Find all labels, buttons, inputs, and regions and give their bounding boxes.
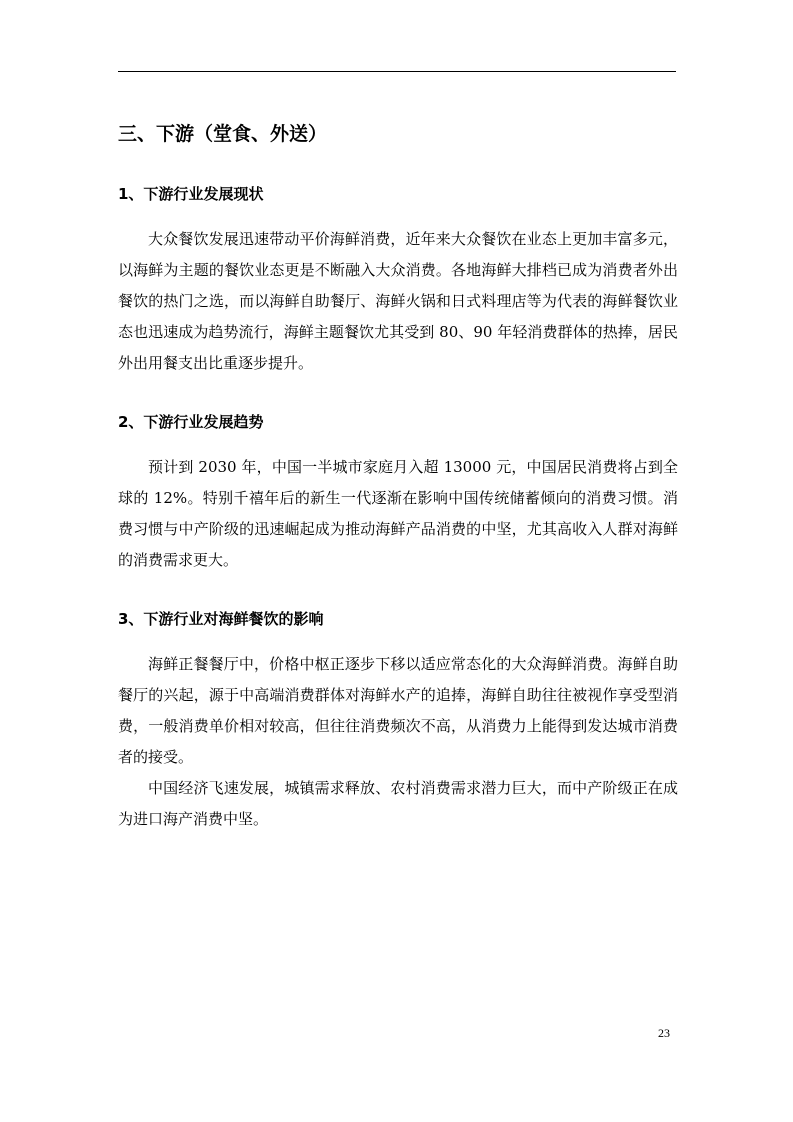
section-title: 三、下游（堂食、外送） [118, 123, 328, 145]
subsection-impact [118, 607, 678, 835]
subsection-title: 2、下游行业发展趋势 [118, 413, 264, 431]
subsection-title: 3、下游行业对海鲜餐饮的影响 [118, 610, 324, 628]
paragraph: 中国经济飞速发展，城镇需求释放、农村消费需求潜力巨大，而中产阶级正在成为进口海产消费中坚。 [118, 779, 678, 828]
subsection-trend [118, 410, 678, 576]
subsection-current-status [118, 182, 678, 379]
paragraph: 预计到 2030 年，中国一半城市家庭月入超 13000 元，中国居民消费将占到全球的 12%。特别千禧年后的新生一代逐渐在影响中国传统储蓄倾向的消费习惯。消费习惯与中产阶级的迅速崛起成为推动海鲜产品消费的中坚，尤其高收入人群对海鲜的消费需求更大。 [118, 458, 678, 569]
header-rule [118, 71, 676, 72]
paragraph: 海鲜正餐餐厅中，价格中枢正逐步下移以适应常态化的大众海鲜消费。海鲜自助餐厅的兴起，源于中高端消费群体对海鲜水产的追捧，海鲜自助往往被视作享受型消费，一般消费单价相对较高，但往往消费频次不高，从消费力上能得到发达城市消费者的接受。 [118, 655, 678, 766]
page-number: 23 [658, 1026, 670, 1040]
page-content [118, 120, 678, 866]
subsection-title: 1、下游行业发展现状 [118, 185, 264, 203]
paragraph: 大众餐饮发展迅速带动平价海鲜消费，近年来大众餐饮在业态上更加丰富多元，以海鲜为主题的餐饮业态更是不断融入大众消费。各地海鲜大排档已成为消费者外出餐饮的热门之选，而以海鲜自助餐厅、海鲜火锅和日式料理店等为代表的海鲜餐饮业态也迅速成为趋势流行，海鲜主题餐饮尤其受到 80、90 年轻消费群体的热捧，居民外出用餐支出比重逐步提升。 [118, 230, 678, 372]
